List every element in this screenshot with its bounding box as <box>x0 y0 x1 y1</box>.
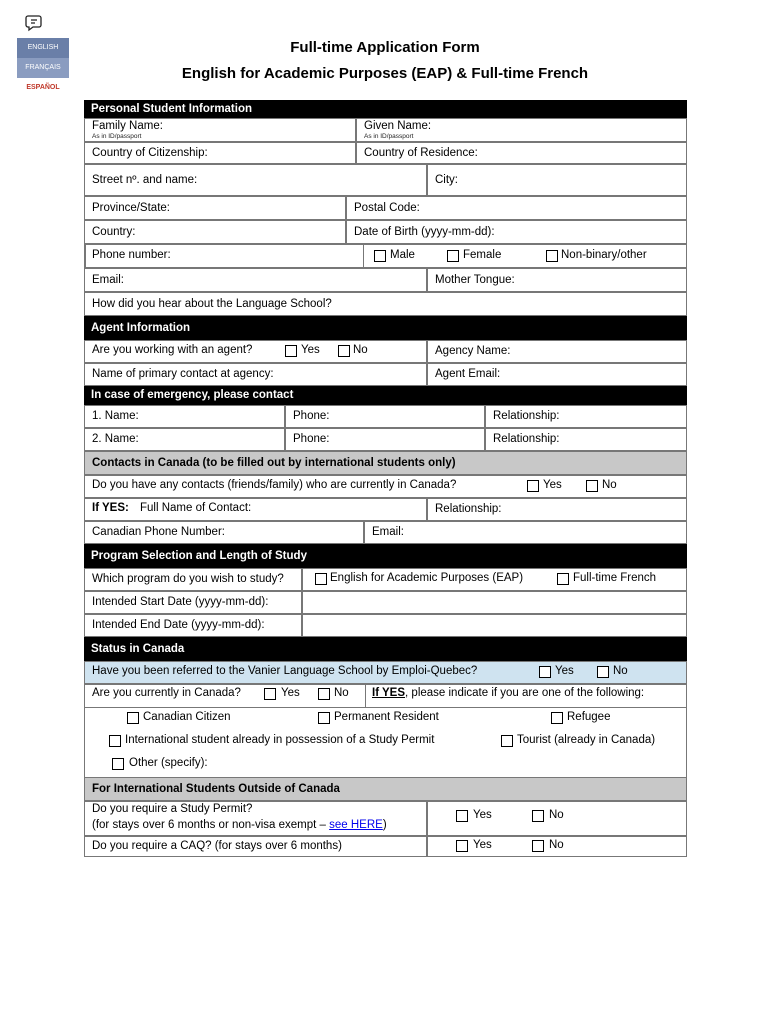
emergency-1-relationship-label: Relationship: <box>493 410 560 422</box>
start-date-label-cell <box>84 591 302 614</box>
street-field[interactable] <box>84 164 427 196</box>
contacts-question-row <box>84 475 687 498</box>
primary-contact-label: Name of primary contact at agency: <box>92 368 274 380</box>
caq-no-label: No <box>549 839 564 851</box>
study-permit-yes-checkbox[interactable] <box>456 810 468 822</box>
contacts-question-label: Do you have any contacts (friends/family) who are currently in Canada? <box>92 479 457 491</box>
see-here-link[interactable]: see HERE <box>329 819 383 831</box>
street-label: Street nº. and name: <box>92 174 198 186</box>
emergency-2-name-field[interactable] <box>84 428 285 451</box>
contacts-yes-label: Yes <box>543 479 562 491</box>
contact-if-yes-label: If YES: <box>92 502 129 514</box>
study-permit-options-cell <box>427 801 687 836</box>
country-residence-field[interactable] <box>356 142 687 164</box>
contacts-no-label: No <box>602 479 617 491</box>
status-line <box>84 707 687 708</box>
caq-yes-checkbox[interactable] <box>456 840 468 852</box>
phone-label: Phone number: <box>92 249 171 261</box>
province-label: Province/State: <box>92 202 170 214</box>
other-status-label: Other (specify): <box>129 757 208 769</box>
intl-student-label: International student already in possession of a Study Permit <box>125 734 435 746</box>
status-if-yes-text <box>372 687 644 699</box>
gender-female-label: Female <box>463 249 502 261</box>
mother-tongue-label: Mother Tongue: <box>435 274 515 286</box>
caq-options-cell <box>427 836 687 857</box>
gender-male-checkbox[interactable] <box>374 250 386 262</box>
agent-email-field[interactable] <box>427 363 687 386</box>
section-program-header: Program Selection and Length of Study <box>84 544 687 568</box>
email-label: Email: <box>92 274 124 286</box>
contact-relationship-field[interactable] <box>427 498 687 521</box>
family-name-hint: As in ID/passport <box>92 133 142 140</box>
refugee-checkbox[interactable] <box>551 712 563 724</box>
section-international-header: For International Students Outside of Canada <box>84 777 687 801</box>
start-date-input[interactable] <box>302 591 687 614</box>
end-date-input[interactable] <box>302 614 687 637</box>
emergency-2-relationship-field[interactable] <box>485 428 687 451</box>
speech-bubble-icon <box>25 14 43 32</box>
given-name-hint: As in ID/passport <box>364 133 414 140</box>
agent-no-label: No <box>353 344 368 356</box>
tourist-label: Tourist (already in Canada) <box>517 734 656 746</box>
emergency-2-relationship-label: Relationship: <box>493 433 560 445</box>
email-field[interactable] <box>84 268 427 292</box>
country-citizenship-label: Country of Citizenship: <box>92 147 208 159</box>
hear-about-field[interactable] <box>84 292 687 316</box>
section-personal-header: Personal Student Information <box>84 100 687 118</box>
contact-email-label: Email: <box>372 526 404 538</box>
contact-phone-field[interactable] <box>84 521 364 544</box>
country-field[interactable] <box>84 220 346 244</box>
citizen-checkbox[interactable] <box>127 712 139 724</box>
gender-female-checkbox[interactable] <box>447 250 459 262</box>
city-label: City: <box>435 174 458 186</box>
study-permit-note <box>92 819 387 831</box>
study-permit-yes-label: Yes <box>473 809 492 821</box>
contact-full-name-field[interactable] <box>84 498 427 521</box>
form-subtitle: English for Academic Purposes (EAP) & Full-time French <box>181 65 589 82</box>
referred-yes-checkbox[interactable] <box>539 666 551 678</box>
end-date-label: Intended End Date (yyyy-mm-dd): <box>92 619 265 631</box>
study-permit-no-checkbox[interactable] <box>532 810 544 822</box>
emergency-1-relationship-field[interactable] <box>485 405 687 428</box>
program-eap-label: English for Academic Purposes (EAP) <box>330 572 524 584</box>
program-french-checkbox[interactable] <box>557 573 569 585</box>
agent-email-label: Agent Email: <box>435 368 501 380</box>
referred-no-checkbox[interactable] <box>597 666 609 678</box>
currently-yes-checkbox[interactable] <box>264 688 276 700</box>
contacts-no-checkbox[interactable] <box>586 480 598 492</box>
tourist-checkbox[interactable] <box>501 735 513 747</box>
emergency-1-name-label: 1. Name: <box>92 410 139 422</box>
postal-code-label: Postal Code: <box>354 202 420 214</box>
phone-gender-row <box>84 244 687 268</box>
program-options-cell <box>302 568 687 591</box>
contact-email-field[interactable] <box>364 521 687 544</box>
country-residence-label: Country of Residence: <box>364 147 478 159</box>
emergency-2-phone-field[interactable] <box>285 428 485 451</box>
gender-nonbinary-label: Non-binary/other <box>561 249 647 261</box>
dob-label: Date of Birth (yyyy-mm-dd): <box>354 226 495 238</box>
emergency-1-phone-field[interactable] <box>285 405 485 428</box>
other-status-checkbox[interactable] <box>112 758 124 770</box>
study-permit-note-prefix: (for stays over 6 months or non-visa exempt – <box>92 819 330 831</box>
emergency-2-name-label: 2. Name: <box>92 433 139 445</box>
currently-yes-label: Yes <box>281 687 300 699</box>
end-date-label-cell <box>84 614 302 637</box>
hear-about-label: How did you hear about the Language School? <box>92 298 332 310</box>
gender-nonbinary-checkbox[interactable] <box>546 250 558 262</box>
section-status-header: Status in Canada <box>84 637 687 661</box>
start-date-label: Intended Start Date (yyyy-mm-dd): <box>92 596 269 608</box>
program-question-label: Which program do you wish to study? <box>92 573 284 585</box>
contact-full-name-label: Full Name of Contact: <box>140 502 252 514</box>
program-question-cell <box>84 568 302 591</box>
agent-yes-label: Yes <box>301 344 320 356</box>
country-citizenship-field[interactable] <box>84 142 356 164</box>
form-title: Full-time Application Form <box>290 39 480 56</box>
referred-question-label: Have you been referred to the Vanier Language School by Emploi-Quebec? <box>92 665 478 677</box>
emergency-1-name-field[interactable] <box>84 405 285 428</box>
status-divider <box>365 684 366 707</box>
caq-yes-label: Yes <box>473 839 492 851</box>
status-if-yes-rest: , please indicate if you are one of the following: <box>405 687 645 699</box>
section-contacts-header: Contacts in Canada (to be filled out by international students only) <box>84 451 687 475</box>
country-label: Country: <box>92 226 136 238</box>
emergency-1-phone-label: Phone: <box>293 410 330 422</box>
caq-no-checkbox[interactable] <box>532 840 544 852</box>
permanent-resident-label: Permanent Resident <box>334 711 439 723</box>
given-name-field[interactable] <box>356 118 687 142</box>
postal-code-field[interactable] <box>346 196 687 220</box>
study-permit-question-cell <box>84 801 427 836</box>
family-name-label: Family Name: <box>92 120 163 132</box>
study-permit-question-label: Do you require a Study Permit? <box>92 803 253 815</box>
agency-name-label: Agency Name: <box>435 345 511 357</box>
given-name-label: Given Name: <box>364 120 432 132</box>
language-espanol: ESPAÑOL <box>17 78 69 98</box>
emergency-2-phone-label: Phone: <box>293 433 330 445</box>
agent-question-label: Are you working with an agent? <box>92 344 253 356</box>
referred-no-label: No <box>613 665 628 677</box>
permanent-resident-checkbox[interactable] <box>318 712 330 724</box>
refugee-label: Refugee <box>567 711 611 723</box>
gender-male-label: Male <box>390 249 415 261</box>
referred-yes-label: Yes <box>555 665 574 677</box>
caq-question-cell <box>84 836 427 857</box>
agent-yes-checkbox[interactable] <box>285 345 297 357</box>
contact-phone-label: Canadian Phone Number: <box>92 526 225 538</box>
contacts-yes-checkbox[interactable] <box>527 480 539 492</box>
language-english: ENGLISH <box>17 38 69 58</box>
agent-question-row <box>84 340 427 363</box>
primary-contact-field[interactable] <box>84 363 427 386</box>
family-name-field[interactable] <box>84 118 356 142</box>
section-emergency-header: In case of emergency, please contact <box>84 386 687 405</box>
city-field[interactable] <box>427 164 687 196</box>
currently-no-checkbox[interactable] <box>318 688 330 700</box>
agent-no-checkbox[interactable] <box>338 345 350 357</box>
referred-row <box>84 661 687 684</box>
currently-no-label: No <box>334 687 349 699</box>
citizen-label: Canadian Citizen <box>143 711 231 723</box>
status-if-yes-label: If YES <box>372 687 406 699</box>
agency-name-field[interactable] <box>427 340 687 363</box>
status-details-block <box>84 684 687 784</box>
program-eap-checkbox[interactable] <box>315 573 327 585</box>
program-french-label: Full-time French <box>573 572 657 584</box>
province-field[interactable] <box>84 196 346 220</box>
section-agent-header: Agent Information <box>84 316 687 340</box>
phone-field[interactable] <box>85 244 364 268</box>
mother-tongue-field[interactable] <box>427 268 687 292</box>
contact-relationship-label: Relationship: <box>435 503 502 515</box>
intl-student-checkbox[interactable] <box>109 735 121 747</box>
dob-field[interactable] <box>346 220 687 244</box>
caq-question-label: Do you require a CAQ? (for stays over 6 months) <box>92 840 342 852</box>
language-francais: FRANÇAIS <box>17 58 69 78</box>
study-permit-no-label: No <box>549 809 564 821</box>
school-logo <box>17 14 69 98</box>
study-permit-note-suffix: ) <box>382 819 387 831</box>
currently-in-canada-label: Are you currently in Canada? <box>92 687 241 699</box>
